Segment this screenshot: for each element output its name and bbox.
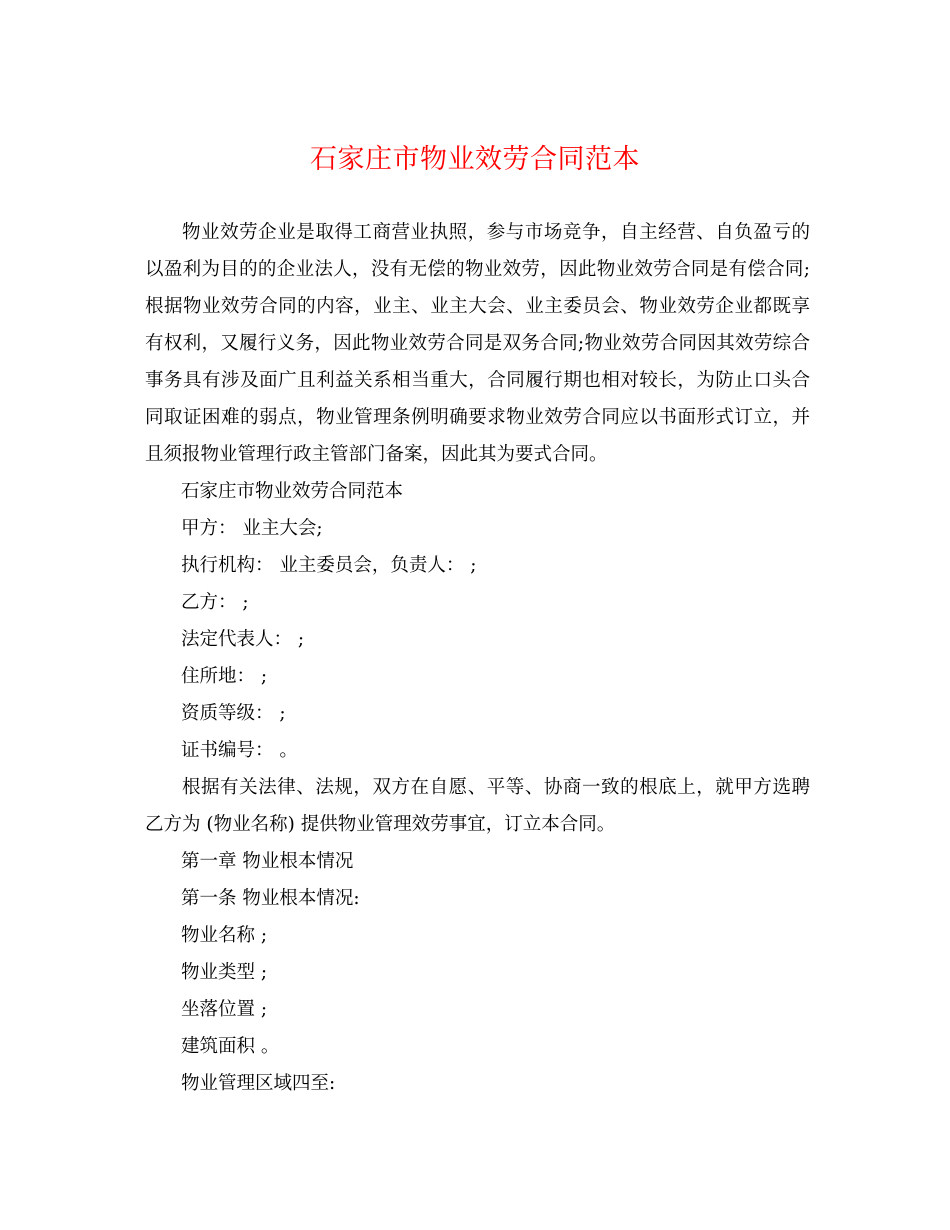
- subtitle-line: 石家庄市物业效劳合同范本: [181, 481, 404, 502]
- certificate-line: 证书编号： 。: [181, 740, 298, 761]
- intro-paragraph: 物业效劳企业是取得工商营业执照，参与市场竞争，自主经营、自负盈亏的以盈利为目的的企业法人，没有无偿的物业效劳，因此物业效劳合同是有偿合同;根据物业效劳合同的内容，业主、业主大会、业主委员会、物业效劳企业都既享有权利，又履行义务，因此物业效劳合同是双务合同;物业效劳合同因其效劳综合事务具有涉及面广且利益关系相当重大，合同履行期也相对较长，为防止口头合同取证困难的弱点，物业管理条例明确要求物业效劳合同应以书面形式订立，并且须报物业管理行政主管部门备案，因此其为要式合同。: [145, 222, 810, 465]
- legal-rep-line: 法定代表人： ;: [181, 629, 305, 650]
- party-a-line: 甲方： 业主大会;: [181, 518, 323, 539]
- property-type-line: 物业类型 ;: [181, 962, 268, 983]
- basis-paragraph: 根据有关法律、法规，双方在自愿、平等、协商一致的根底上，就甲方选聘乙方为 (物业名称) 提供物业管理效劳事宜，订立本合同。: [145, 777, 810, 835]
- executive-body-line: 执行机构： 业主委员会，负责人： ;: [181, 555, 477, 576]
- floor-area-line: 建筑面积 。: [181, 1036, 280, 1057]
- property-name-line: 物业名称 ;: [181, 925, 268, 946]
- address-line: 住所地： ;: [181, 666, 268, 687]
- party-b-line: 乙方： ;: [181, 592, 249, 613]
- location-line: 坐落位置 ;: [181, 999, 268, 1020]
- qualification-line: 资质等级： ;: [181, 703, 286, 724]
- chapter-1-heading: 第一章 物业根本情况: [181, 851, 354, 872]
- document-title: 石家庄市物业效劳合同范本: [310, 144, 640, 175]
- boundaries-line: 物业管理区域四至:: [181, 1073, 336, 1094]
- article-1-heading: 第一条 物业根本情况:: [181, 888, 360, 909]
